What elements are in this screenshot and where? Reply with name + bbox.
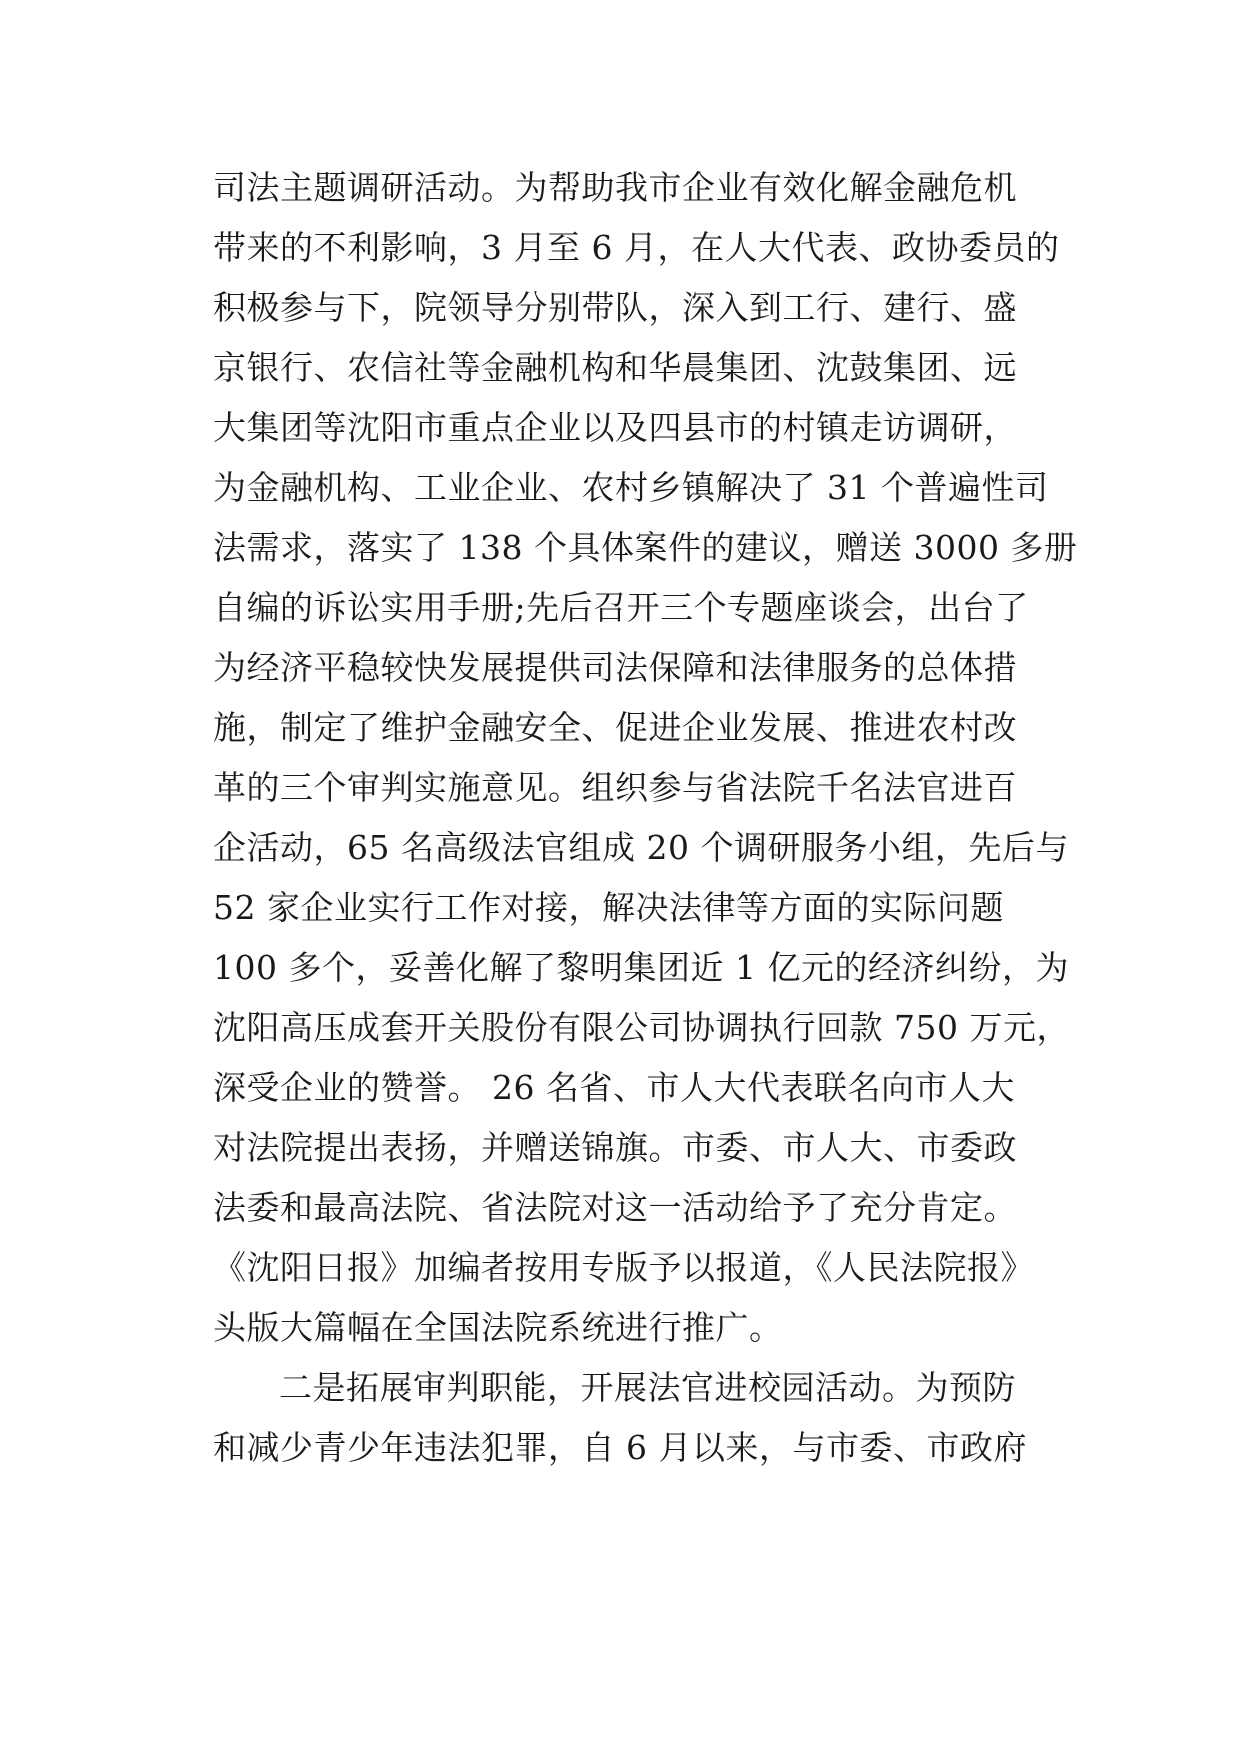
paragraph-start-line: 二是拓展审判职能，开展法官进校园活动。为预防 xyxy=(279,1368,1016,1407)
body-text xyxy=(213,158,1078,1478)
text-line: 对法院提出表扬，并赠送锦旗。市委、市人大、市委政 xyxy=(213,1128,1017,1167)
text-line: 带来的不利影响，3 月至 6 月，在人大代表、政协委员的 xyxy=(213,228,1060,267)
text-line: 企活动，65 名高级法官组成 20 个调研服务小组，先后与 xyxy=(213,828,1069,867)
text-line: 和减少青少年违法犯罪，自 6 月以来，与市委、市政府 xyxy=(213,1428,1027,1467)
text-line: 京银行、农信社等金融机构和华晨集团、沈鼓集团、远 xyxy=(213,348,1017,387)
text-line: 积极参与下，院领导分别带队，深入到工行、建行、盛 xyxy=(213,288,1017,327)
text-line: 为金融机构、工业企业、农村乡镇解决了 31 个普遍性司 xyxy=(213,468,1049,507)
text-line: 法委和最高法院、省法院对这一活动给予了充分肯定。 xyxy=(213,1188,1017,1227)
text-line: 头版大篇幅在全国法院系统进行推广。 xyxy=(213,1308,783,1347)
text-line: 100 多个，妥善化解了黎明集团近 1 亿元的经济纠纷，为 xyxy=(213,948,1069,987)
text-line: 沈阳高压成套开关股份有限公司协调执行回款 750 万元， xyxy=(213,1008,1070,1047)
text-line: 深受企业的赞誉。 26 名省、市人大代表联名向市人大 xyxy=(213,1068,1015,1107)
text-line: 司法主题调研活动。为帮助我市企业有效化解金融危机 xyxy=(213,168,1017,207)
text-line: 为经济平稳较快发展提供司法保障和法律服务的总体措 xyxy=(213,648,1017,687)
text-line: 革的三个审判实施意见。组织参与省法院千名法官进百 xyxy=(213,768,1017,807)
text-line: 施，制定了维护金融安全、促进企业发展、推进农村改 xyxy=(213,708,1017,747)
text-line: 自编的诉讼实用手册;先后召开三个专题座谈会，出台了 xyxy=(213,588,1029,627)
text-line: 法需求，落实了 138 个具体案件的建议，赠送 3000 多册 xyxy=(213,528,1078,567)
text-line: 52 家企业实行工作对接，解决法律等方面的实际问题 xyxy=(213,888,1004,927)
text-line: 大集团等沈阳市重点企业以及四县市的村镇走访调研， xyxy=(213,408,1017,447)
text-line: 《沈阳日报》加编者按用专版予以报道，《人民法院报》 xyxy=(213,1248,1034,1287)
